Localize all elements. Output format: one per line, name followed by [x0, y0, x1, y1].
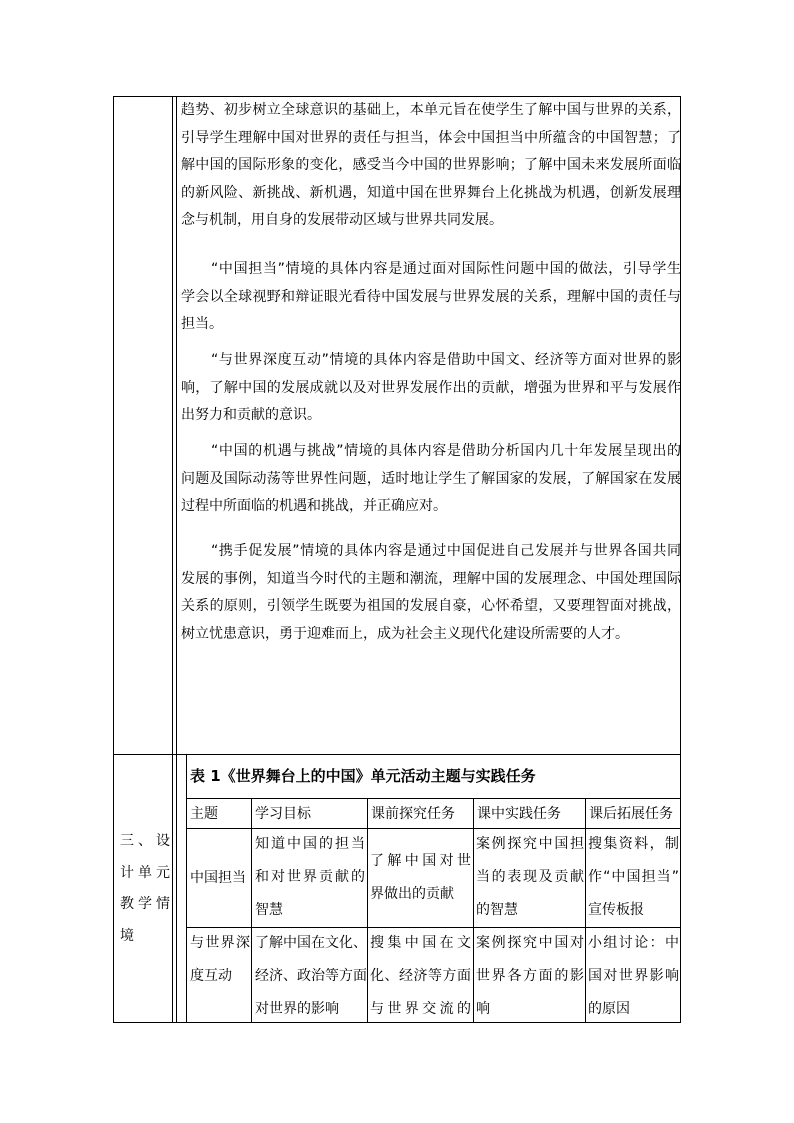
paragraph-line: “中国的机遇与挑战”情境的具体内容是借助分析国内几十年发展呈现出的: [211, 443, 681, 459]
header-mid-task: 课中实践任务: [477, 806, 561, 822]
paragraph-line: 担当。: [181, 316, 223, 333]
paragraph-interaction: [181, 347, 681, 430]
section-label: [120, 826, 170, 952]
paragraph-line: 关系的原则，引领学生既要为祖国的发展自豪，心怀希望，又要理智面对挑战，: [181, 598, 681, 615]
row2-post-task: [588, 927, 679, 1026]
frame-left-line: [113, 96, 114, 1023]
paragraph-china-responsibility: [181, 256, 681, 339]
cell-line: 作“中国担当”: [588, 869, 679, 885]
cell-line: 和对世界贡献的: [255, 869, 365, 885]
paragraph-line: 出努力和贡献的意识。: [181, 407, 321, 424]
cell-line: 化、经济等方面: [370, 968, 471, 984]
cell-line: 宣传板报: [588, 902, 644, 918]
table-title: 表 1《世界舞台上的中国》单元活动主题与实践任务: [190, 767, 536, 785]
header-topic: 主题: [190, 806, 218, 822]
row1-topic: [190, 862, 246, 895]
section-label-line: 计单元: [120, 864, 170, 881]
paragraph-line: 树立忧患意识，勇于迎难而上，成为社会主义现代化建设所需要的人才。: [181, 625, 629, 642]
label-column-divider-b: [176, 96, 177, 1023]
paragraph-line: 发展的事例，知道当今时代的主题和潮流，理解中国的发展理念、中国处理国际: [181, 570, 681, 587]
col-divider-1: [251, 798, 252, 1023]
header-post-task: 课后拓展任务: [589, 806, 673, 822]
col-divider-4: [585, 798, 586, 1023]
paragraph-line: “中国担当”情境的具体内容是通过面对国际性问题中国的做法，引导学生: [211, 261, 681, 277]
header-pre-task: 课前探究任务: [371, 806, 455, 822]
cell-line: 案例探究中国担: [476, 836, 584, 852]
section-label-line: 境: [120, 927, 134, 944]
cell-line: 对世界的影响: [255, 1001, 339, 1017]
paragraph-development: [181, 538, 681, 648]
paragraph-line: “与世界深度互动”情境的具体内容是借助中国文、经济等方面对世界的影: [211, 352, 681, 368]
row2-topic: [190, 927, 250, 993]
paragraph-line: 响，了解中国的发展成就以及对世界发展作出的贡献，增强为世界和平与发展作: [181, 379, 681, 396]
row2-goal: [255, 927, 365, 1026]
row1-mid-task: [476, 828, 584, 927]
cell-line: 搜集资料，制: [588, 836, 679, 852]
cell-line: 中国担当: [190, 870, 246, 886]
cell-line: 搜集中国在文: [370, 935, 471, 951]
intro-line: 解中国的国际形象的变化，感受当今中国的世界影响；了解中国未来发展所面临: [181, 157, 681, 174]
intro-line: 念与机制，用自身的发展带动区域与世界共同发展。: [181, 212, 503, 229]
cell-line: 当的表现及贡献: [476, 869, 584, 885]
paragraph-line: 过程中所面临的机遇和挑战，并正确应对。: [181, 498, 447, 515]
header-goal: 学习目标: [255, 806, 311, 822]
paragraph-line: “携手促发展”情境的具体内容是通过中国促进自己发展并与世界各国共同: [211, 543, 681, 559]
row1-post-task: [588, 828, 679, 927]
row1-goal: [255, 828, 365, 927]
cell-line: 国对世界影响: [588, 968, 679, 984]
col-divider-2: [367, 798, 368, 1023]
cell-line: 与世界深: [190, 935, 250, 951]
intro-line: 的新风险、新挑战、新机遇，知道中国在世界舞台上化挑战为机遇，创新发展理: [181, 184, 681, 201]
row2-pre-task: [370, 927, 471, 1026]
paragraph-opportunity: [181, 438, 681, 521]
cell-line: 案例探究中国对: [476, 935, 584, 951]
cell-line: 了解中国在文化、: [255, 935, 367, 951]
section-label-line: 教学情: [120, 896, 170, 912]
cell-line: 智慧: [255, 902, 283, 918]
row1-pre-task: [370, 845, 471, 911]
cell-line: 知道中国的担当: [255, 836, 365, 852]
intro-line: 引导学生理解中国对世界的责任与担当，体会中国担当中所蕴含的中国智慧；了: [181, 129, 681, 146]
col-divider-3: [473, 798, 474, 1023]
section-divider-line: [113, 754, 681, 755]
cell-line: 经济、政治等方面: [255, 968, 367, 984]
label-column-divider-a: [172, 96, 173, 1023]
cell-line: 界做出的贡献: [370, 886, 454, 902]
intro-line: 趋势、初步树立全球意识的基础上，本单元旨在使学生了解中国与世界的关系，: [181, 102, 681, 118]
cell-line: 与世界交流的: [370, 1001, 471, 1017]
cell-line: 度互动: [190, 968, 232, 984]
paragraph-line: 学会以全球视野和辩证眼光看待中国发展与世界发展的关系，理解中国的责任与: [181, 288, 681, 305]
row2-mid-task: [476, 927, 584, 1026]
cell-line: 响: [476, 1001, 490, 1017]
paragraph-line: 问题及国际动荡等世界性问题，适时地让学生了解国家的发展，了解国家在发展: [181, 470, 681, 487]
cell-line: 世界各方面的影: [476, 968, 584, 984]
cell-line: 的原因: [588, 1001, 630, 1017]
intro-paragraph: [181, 97, 681, 235]
cell-line: 的智慧: [476, 902, 518, 918]
cell-line: 了解中国对世: [370, 853, 471, 869]
inner-table-top-line: [186, 754, 187, 1023]
section-label-line: 三、设: [120, 833, 170, 849]
cell-line: 小组讨论：中: [588, 935, 679, 951]
